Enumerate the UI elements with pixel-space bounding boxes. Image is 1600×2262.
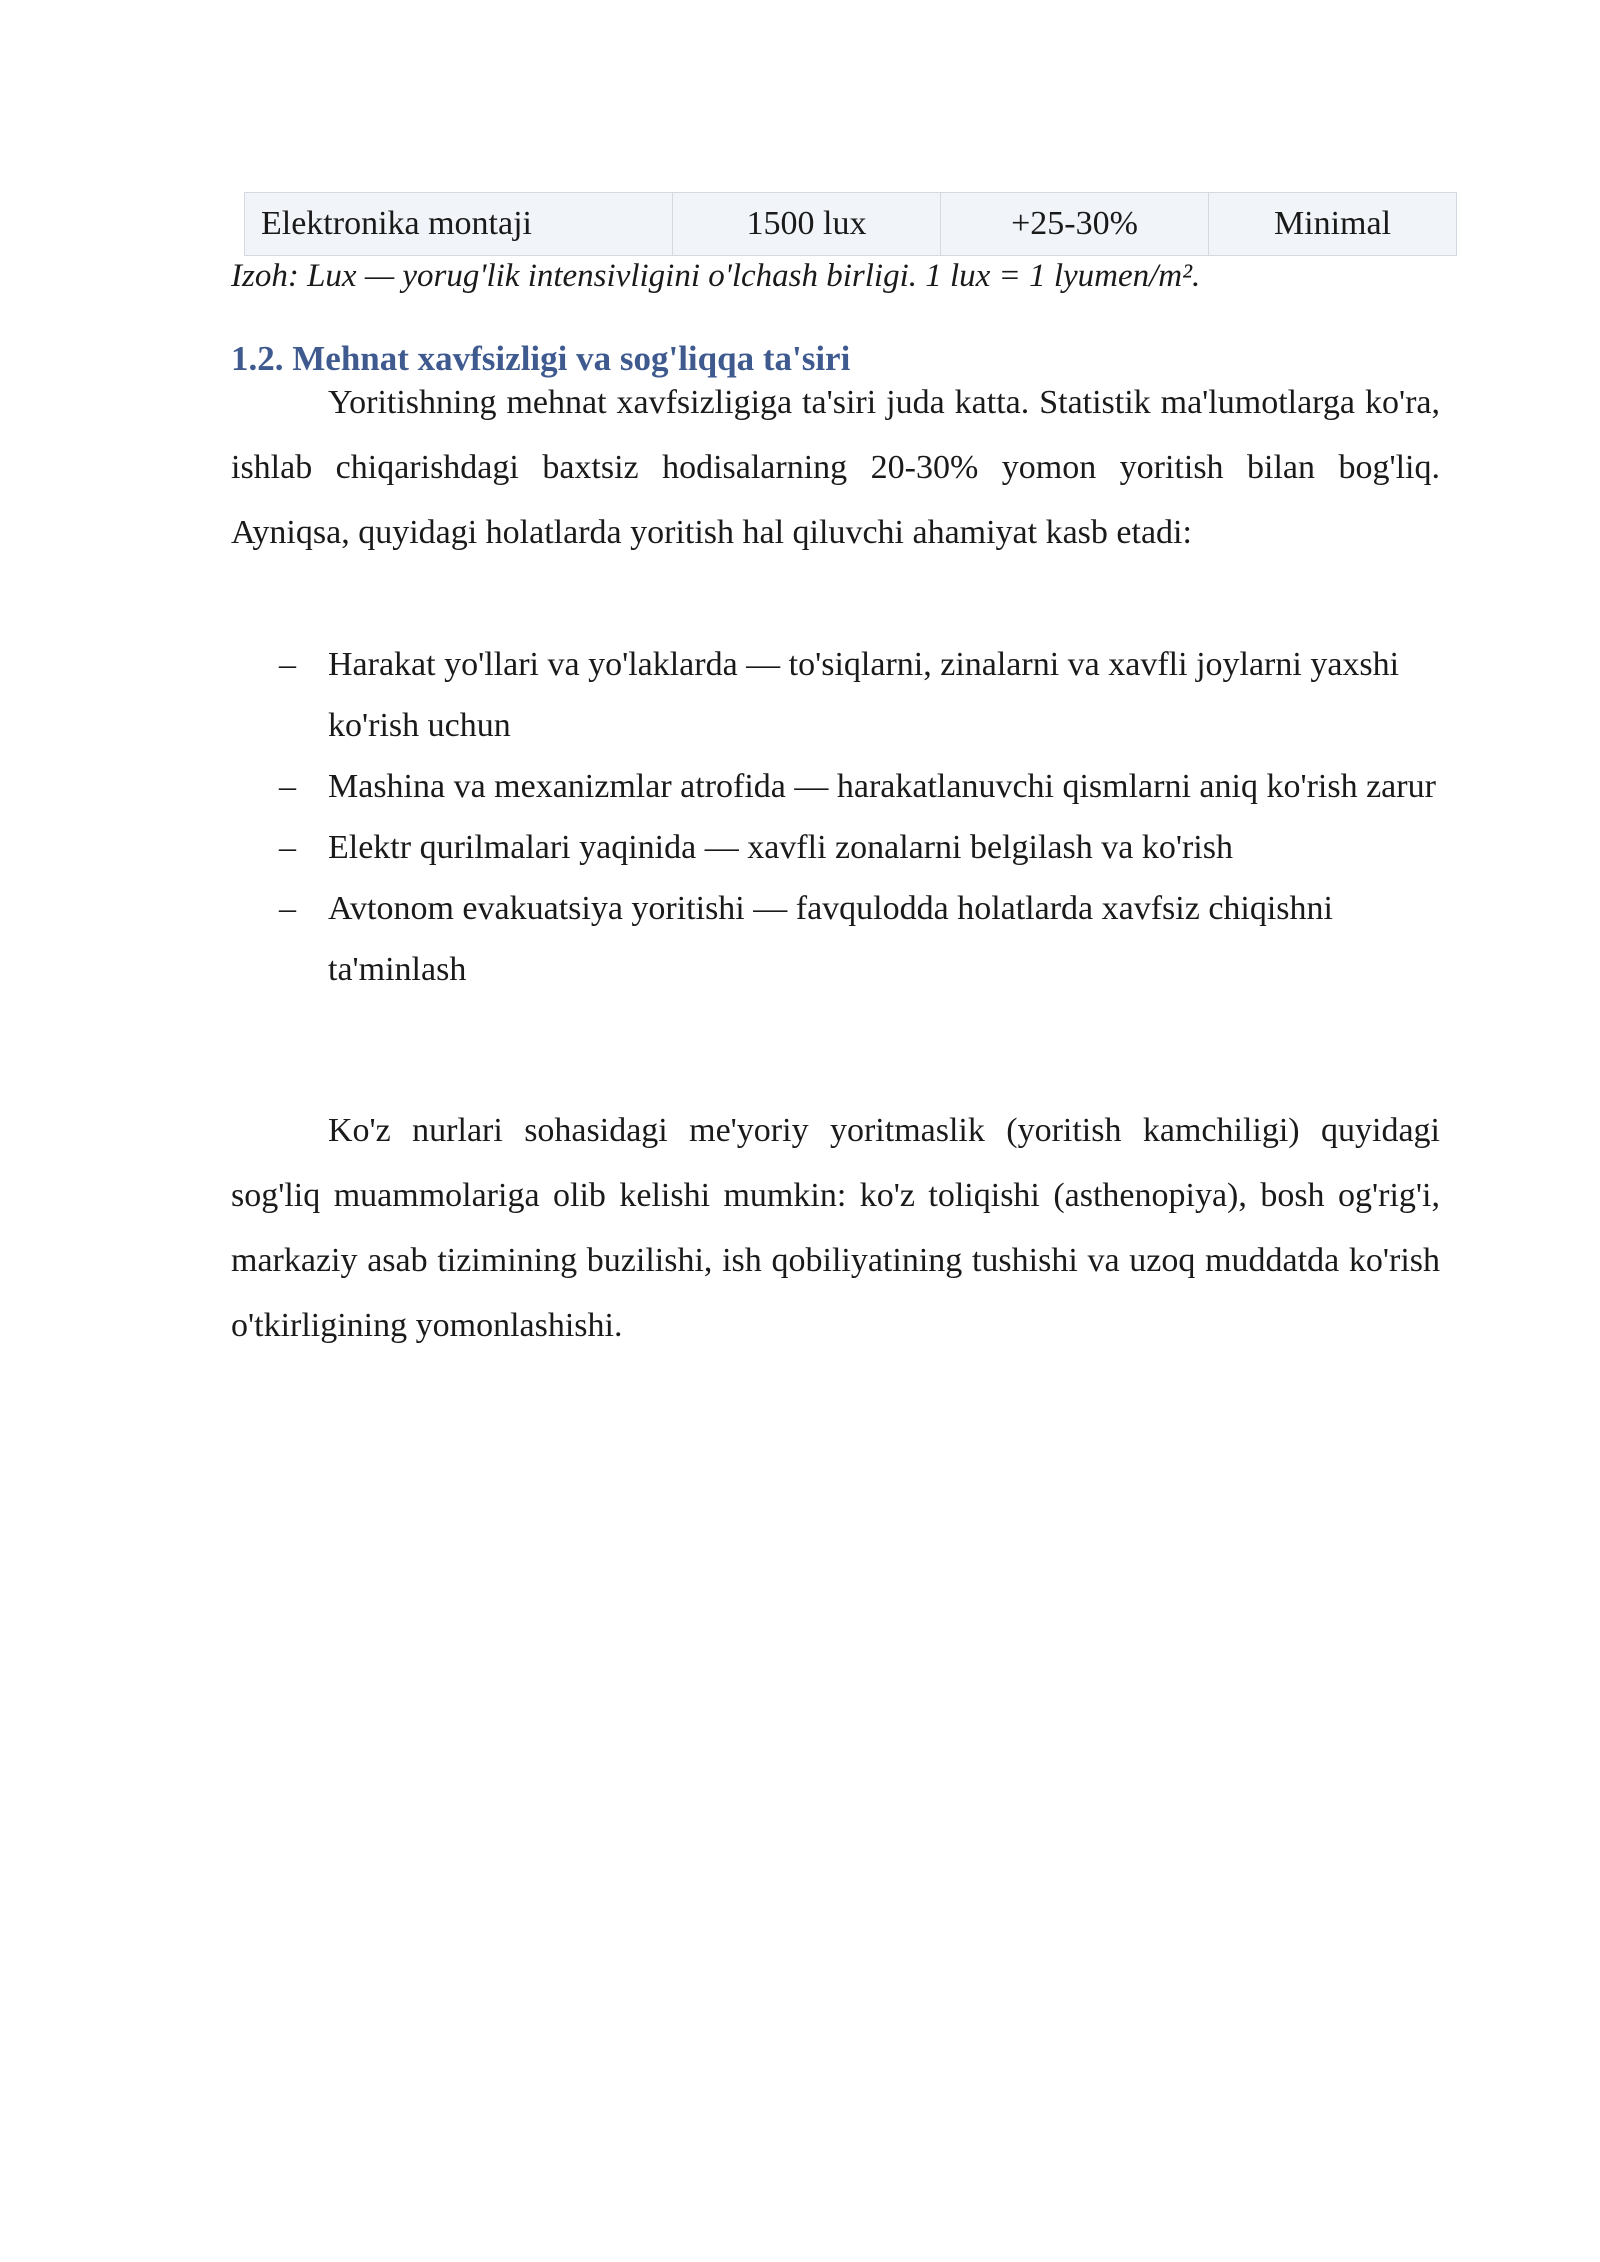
paragraph-intro: Yoritishning mehnat xavfsizligiga ta'siri juda katta. Statistik ma'lumotlarga ko'ra, ishlab chiqarishdagi baxtsiz hodisalarning 20-30% yomon yoritish bilan bog'liq. Ayniqsa, quyidagi holatlarda yoritish hal qiluvchi ahamiyat kasb etadi: bbox=[231, 384, 1440, 551]
table-cell-productivity: +25-30% bbox=[941, 193, 1209, 256]
dash-marker: – bbox=[279, 829, 296, 866]
list-item-text: Mashina va mexanizmlar atrofida — harakatlanuvchi qismlarni aniq ko'rish zarur bbox=[328, 768, 1436, 805]
list-item-text: Elektr qurilmalari yaqinida — xavfli zonalarni belgilash va ko'rish bbox=[328, 829, 1233, 866]
list-item-text: Avtonom evakuatsiya yoritishi — favqulodda holatlarda xavfsiz chiqishni ta'minlash bbox=[328, 890, 1333, 988]
list-item bbox=[231, 878, 1440, 1000]
dash-marker: – bbox=[279, 890, 296, 927]
table-note: Izoh: Lux — yorug'lik intensivligini o'lchash birligi. 1 lux = 1 lyumen/m². bbox=[231, 258, 1201, 294]
table-cell-risk: Minimal bbox=[1209, 193, 1457, 256]
section-heading: 1.2. Mehnat xavfsizligi va sog'liqqa ta'siri bbox=[231, 339, 851, 378]
list-item bbox=[231, 817, 1440, 878]
list-item-text: Harakat yo'llari va yo'laklarda — to'siqlarni, zinalarni va xavfli joylarni yaxshi ko'rish uchun bbox=[328, 646, 1400, 744]
dash-marker: – bbox=[279, 646, 296, 683]
table-cell-illuminance: 1500 lux bbox=[673, 193, 941, 256]
bullet-list bbox=[231, 634, 1440, 1000]
dash-marker: – bbox=[279, 768, 296, 805]
lighting-table bbox=[244, 192, 1457, 256]
table-cell-work-type: Elektronika montaji bbox=[245, 193, 673, 256]
list-item bbox=[231, 756, 1440, 817]
paragraph-health: Ko'z nurlari sohasidagi me'yoriy yoritmaslik (yoritish kamchiligi) quyidagi sog'liq muammolariga olib kelishi mumkin: ko'z toliqishi (asthenopiya), bosh og'rig'i, markaziy asab tizimining buzilishi, ish qobiliyatining tushishi va uzoq muddatda ko'rish o'tkirligining yomonlashishi. bbox=[231, 1112, 1440, 1344]
list-item bbox=[231, 634, 1440, 756]
table-row bbox=[245, 193, 1457, 256]
